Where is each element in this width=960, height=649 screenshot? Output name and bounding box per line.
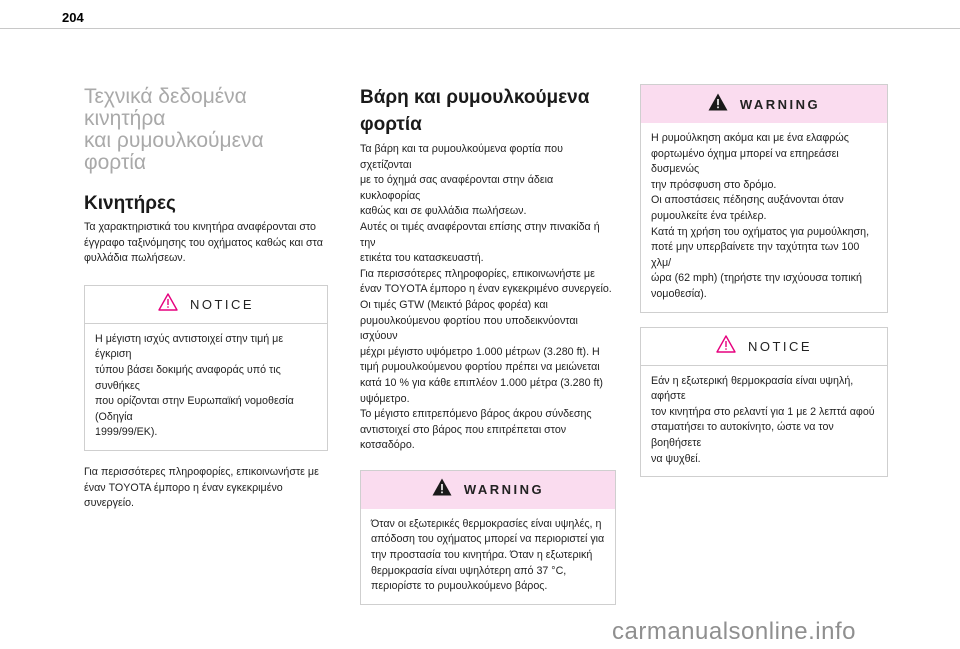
warning-box-temperature [360, 470, 616, 605]
notice-triangle-icon [716, 335, 736, 358]
warning-body [361, 509, 615, 604]
text-line: κοτσαδόρο. [360, 439, 415, 452]
text-line: ώρα (62 mph) (τηρήστε την ισχύουσα τοπική [651, 272, 862, 285]
text-line: περιορίστε το ρυμουλκούμενο βάρος. [371, 580, 548, 593]
text-line: έναν TOYOTA έμπορο η έναν εγκεκριμένο συνεργείο. [360, 283, 612, 296]
column-1 [84, 80, 328, 512]
warning-box-towing [640, 84, 888, 313]
heading-line: Βάρη και ρυμουλκούμενα [360, 87, 590, 108]
text-line: σταματήσει το αυτοκίνητο, ώστε να τον βοηθήσετε [651, 421, 834, 449]
notice-header [85, 286, 327, 324]
text-line: να ψυχθεί. [651, 452, 701, 465]
text-line: την πρόσφυση στο δρόμο. [651, 178, 777, 191]
text-line: νομοθεσία). [651, 287, 707, 300]
text-line: ποτέ μην υπερβαίνετε την ταχύτητα των 100 χλμ/ [651, 241, 860, 269]
text-line: έγγραφο ταξινόμησης του οχήματος καθώς και στα [84, 236, 323, 249]
heading-line: φορτία [360, 114, 422, 135]
text-line: Οι τιμές GTW (Μεικτό βάρος φορέα) και [360, 298, 548, 311]
more-info-text [84, 465, 328, 512]
warning-title: WARNING [739, 96, 821, 112]
page-number: 204 [62, 10, 84, 25]
section-title-line: Τεχνικά δεδομένα κινητήρα [84, 85, 247, 130]
text-line: Τα χαρακτηριστικά του κινητήρα αναφέρονται στο [84, 221, 316, 233]
column-3 [640, 84, 888, 477]
warning-header [641, 85, 887, 123]
text-line: έναν TOYOTA έμπορο η έναν εγκεκριμένο συνεργείο. [84, 481, 283, 510]
text-line: Για περισσότερες πληροφορίες, επικοινωνήστε με [84, 465, 319, 478]
weights-heading [360, 84, 616, 138]
notice-box-power [84, 285, 328, 451]
warning-triangle-icon [432, 478, 452, 501]
text-line: τύπου βάσει δοκιμής αναφοράς υπό τις συνθήκες [95, 363, 281, 392]
text-line: Η μέγιστη ισχύς αντιστοιχεί στην τιμή με έγκριση [95, 332, 284, 361]
text-line: αντιστοιχεί στο βάρος που επιτρέπεται στον [360, 423, 567, 436]
engines-text [84, 220, 328, 267]
text-line: Το μέγιστο επιτρεπόμενο βάρος άκρου σύνδεσης [360, 408, 592, 421]
text-line: ρυμουλκείτε ένα τρέιλερ. [651, 209, 767, 222]
text-line: ρυμουλκούμενου φορτίου που υποδεικνύονται ισχύουν [360, 314, 578, 343]
warning-body [641, 123, 887, 312]
column-2 [360, 84, 616, 605]
notice-header [641, 328, 887, 366]
text-line: μέχρι μέγιστο υψόμετρο 1.000 μέτρων (3.280 ft). Η [360, 345, 600, 358]
warning-header [361, 471, 615, 509]
text-line: Για περισσότερες πληροφορίες, επικοινωνήστε με [360, 267, 595, 280]
top-rule [0, 28, 960, 29]
text-line: κατά 10 % για κάθε επιπλέον 1.000 μέτρα (3.280 ft) [360, 376, 603, 389]
text-line: φορτωμένο όχημα μπορεί να επηρεάσει δυσμενώς [651, 147, 839, 176]
text-line: Όταν οι εξωτερικές θερμοκρασίες είναι υψηλές, η [371, 517, 602, 530]
section-title-line: και ρυμουλκούμενα φορτία [84, 129, 264, 174]
notice-body [85, 324, 327, 450]
text-line: την προστασία του κινητήρα. Όταν η εξωτερική [371, 549, 593, 562]
text-line: που ορίζονται στην Ευρωπαϊκή νομοθεσία (Οδηγία [95, 395, 294, 423]
text-line: Η ρυμούλκηση ακόμα και με ένα ελαφρώς [651, 132, 849, 144]
text-line: Τα βάρη και τα ρυμουλκούμενα φορτία που σχετίζονται [360, 143, 563, 171]
watermark: carmanualsonline.info [612, 618, 856, 645]
text-line: τον κινητήρα στο ρελαντί για 1 με 2 λεπτά αφού [651, 405, 875, 418]
text-line: φυλλάδια πωλήσεων. [84, 252, 186, 265]
notice-triangle-icon [158, 293, 178, 316]
text-line: απόδοση του οχήματος μπορεί να περιοριστεί για [371, 533, 605, 546]
text-line: Αυτές οι τιμές αναφέρονται επίσης στην πινακίδα ή την [360, 220, 600, 249]
text-line: τιμή ρυμουλκούμενου φορτίου πρέπει να μειώνεται [360, 361, 600, 374]
text-line: Οι αποστάσεις πέδησης αυξάνονται όταν [651, 194, 844, 207]
weights-text [360, 142, 616, 454]
text-line: ετικέτα του κατασκευαστή. [360, 252, 484, 265]
notice-title: NOTICE [747, 338, 813, 354]
text-line: θερμοκρασία είναι υψηλότερη από 37 °C, [371, 564, 567, 577]
section-title [84, 86, 328, 174]
notice-box-idle [640, 327, 888, 478]
text-line: Κατά τη χρήση του οχήματος για ρυμούλκηση, [651, 225, 870, 238]
text-line: Εάν η εξωτερική θερμοκρασία είναι υψηλή, αφήστε [651, 374, 854, 403]
engines-heading: Κινητήρες [84, 193, 176, 214]
warning-triangle-icon [708, 93, 728, 116]
notice-title: NOTICE [189, 296, 255, 312]
text-line: με το όχημά σας αναφέρονται στην άδεια κυκλοφορίας [360, 174, 554, 202]
text-line: καθώς και σε φυλλάδια πωλήσεων. [360, 205, 527, 218]
text-line: 1999/99/ΕΚ). [95, 426, 158, 439]
text-line: υψόμετρο. [360, 392, 410, 405]
warning-title: WARNING [463, 482, 545, 498]
notice-body [641, 366, 887, 477]
